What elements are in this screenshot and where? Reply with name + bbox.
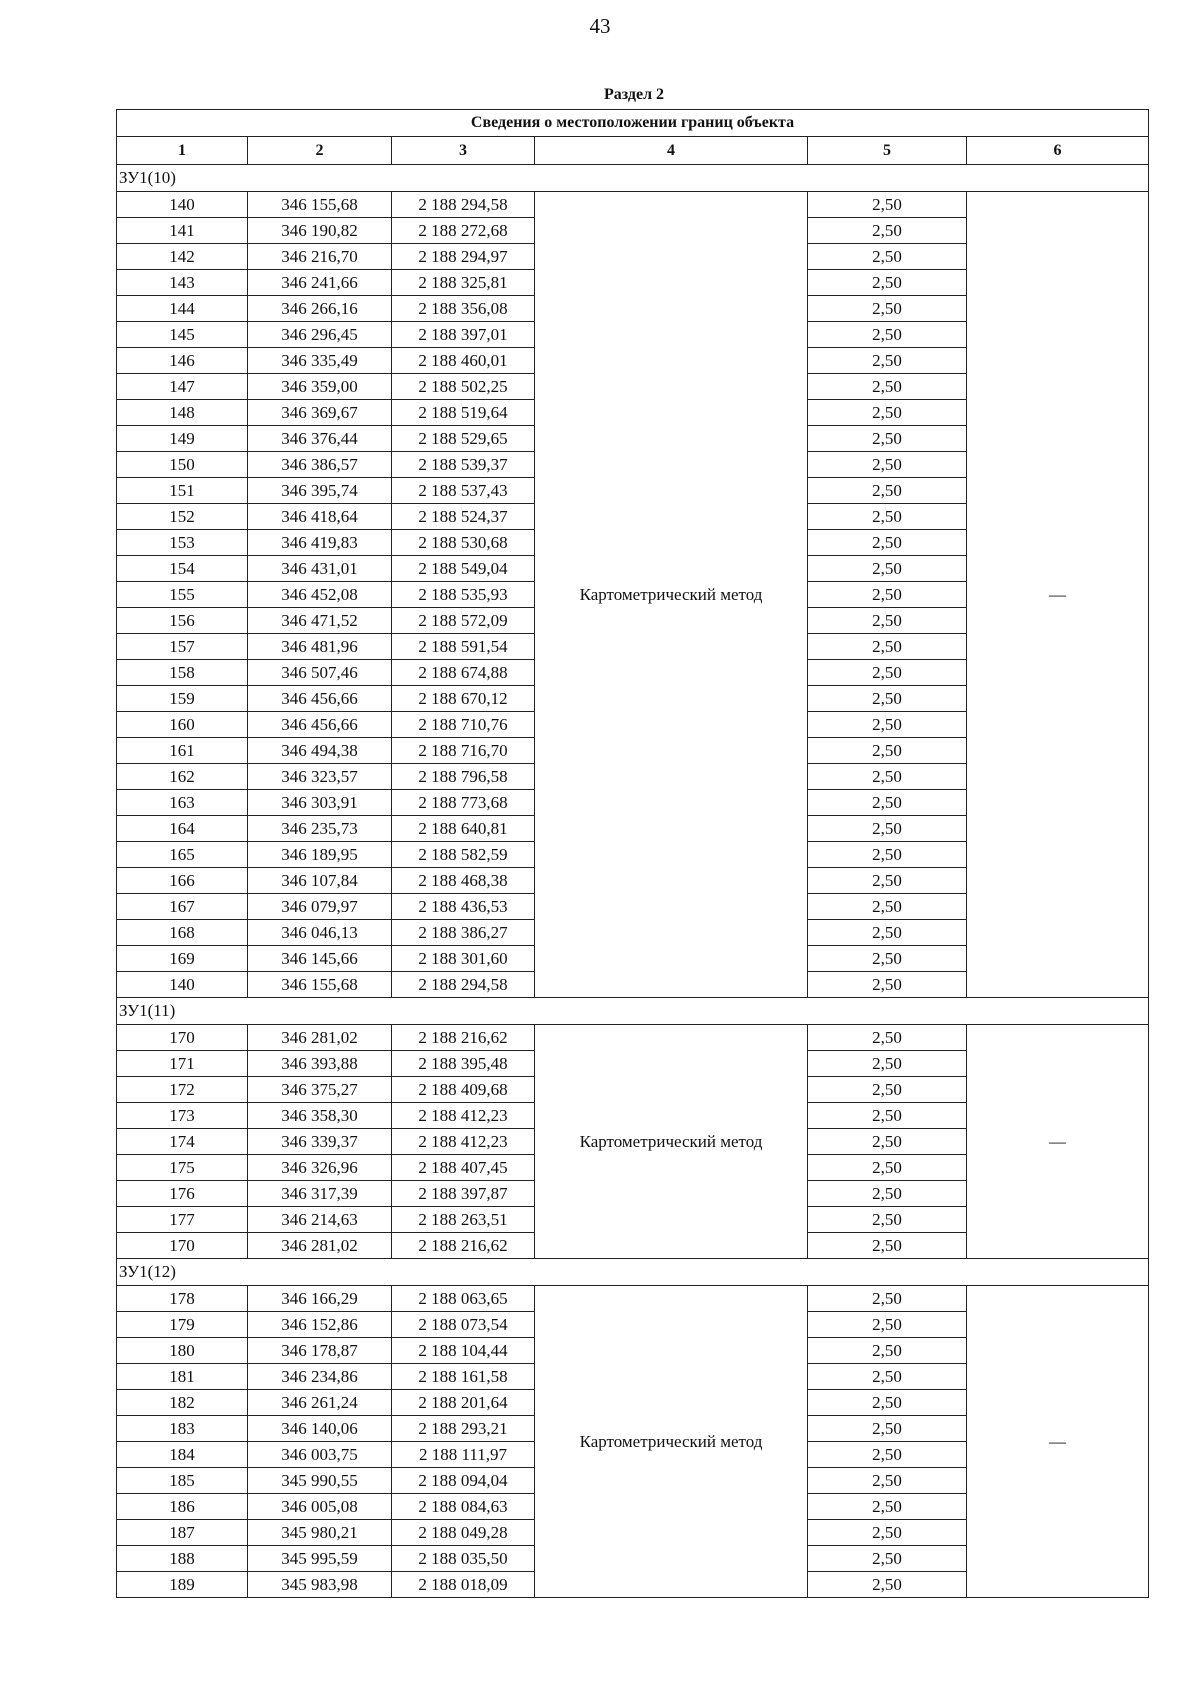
accuracy-cell: 2,50 bbox=[808, 1155, 967, 1181]
accuracy-cell: 2,50 bbox=[808, 1129, 967, 1155]
accuracy-cell: 2,50 bbox=[808, 634, 967, 660]
accuracy-cell: 2,50 bbox=[808, 348, 967, 374]
coord-x-cell: 346 395,74 bbox=[248, 478, 392, 504]
accuracy-cell: 2,50 bbox=[808, 1390, 967, 1416]
coord-y-cell: 2 188 535,93 bbox=[392, 582, 535, 608]
point-number-cell: 142 bbox=[117, 244, 248, 270]
coord-x-cell: 346 317,39 bbox=[248, 1181, 392, 1207]
method-cell: Картометрический метод bbox=[535, 1286, 808, 1598]
group-name: ЗУ1(11) bbox=[117, 998, 1149, 1025]
coord-y-cell: 2 188 094,04 bbox=[392, 1468, 535, 1494]
coord-y-cell: 2 188 063,65 bbox=[392, 1286, 535, 1312]
accuracy-cell: 2,50 bbox=[808, 556, 967, 582]
point-number-cell: 179 bbox=[117, 1312, 248, 1338]
point-number-cell: 156 bbox=[117, 608, 248, 634]
coord-x-cell: 345 990,55 bbox=[248, 1468, 392, 1494]
accuracy-cell: 2,50 bbox=[808, 894, 967, 920]
point-number-cell: 169 bbox=[117, 946, 248, 972]
coord-y-cell: 2 188 716,70 bbox=[392, 738, 535, 764]
coord-y-cell: 2 188 049,28 bbox=[392, 1520, 535, 1546]
accuracy-cell: 2,50 bbox=[808, 374, 967, 400]
accuracy-cell: 2,50 bbox=[808, 1025, 967, 1051]
coord-y-cell: 2 188 395,48 bbox=[392, 1051, 535, 1077]
coord-x-cell: 346 335,49 bbox=[248, 348, 392, 374]
point-number-cell: 174 bbox=[117, 1129, 248, 1155]
coord-x-cell: 346 046,13 bbox=[248, 920, 392, 946]
coord-y-cell: 2 188 582,59 bbox=[392, 842, 535, 868]
group-name: ЗУ1(10) bbox=[117, 165, 1149, 192]
coord-y-cell: 2 188 397,87 bbox=[392, 1181, 535, 1207]
coord-x-cell: 346 166,29 bbox=[248, 1286, 392, 1312]
coord-y-cell: 2 188 301,60 bbox=[392, 946, 535, 972]
coord-x-cell: 346 456,66 bbox=[248, 686, 392, 712]
coord-x-cell: 345 983,98 bbox=[248, 1572, 392, 1598]
coord-y-cell: 2 188 111,97 bbox=[392, 1442, 535, 1468]
accuracy-cell: 2,50 bbox=[808, 1572, 967, 1598]
coord-x-cell: 346 419,83 bbox=[248, 530, 392, 556]
group-name: ЗУ1(12) bbox=[117, 1259, 1149, 1286]
accuracy-cell: 2,50 bbox=[808, 1051, 967, 1077]
point-number-cell: 157 bbox=[117, 634, 248, 660]
accuracy-cell: 2,50 bbox=[808, 972, 967, 998]
coord-x-cell: 346 005,08 bbox=[248, 1494, 392, 1520]
accuracy-cell: 2,50 bbox=[808, 1286, 967, 1312]
method-cell: Картометрический метод bbox=[535, 192, 808, 998]
accuracy-cell: 2,50 bbox=[808, 738, 967, 764]
coord-y-cell: 2 188 104,44 bbox=[392, 1338, 535, 1364]
coord-x-cell: 346 152,86 bbox=[248, 1312, 392, 1338]
coord-x-cell: 346 107,84 bbox=[248, 868, 392, 894]
coord-x-cell: 346 471,52 bbox=[248, 608, 392, 634]
coord-x-cell: 346 266,16 bbox=[248, 296, 392, 322]
coord-y-cell: 2 188 412,23 bbox=[392, 1129, 535, 1155]
coord-x-cell: 346 375,27 bbox=[248, 1077, 392, 1103]
accuracy-cell: 2,50 bbox=[808, 530, 967, 556]
point-number-cell: 161 bbox=[117, 738, 248, 764]
coord-x-cell: 346 386,57 bbox=[248, 452, 392, 478]
coord-x-cell: 346 155,68 bbox=[248, 972, 392, 998]
point-number-cell: 155 bbox=[117, 582, 248, 608]
accuracy-cell: 2,50 bbox=[808, 426, 967, 452]
coord-y-cell: 2 188 073,54 bbox=[392, 1312, 535, 1338]
coord-x-cell: 346 189,95 bbox=[248, 842, 392, 868]
coord-x-cell: 346 393,88 bbox=[248, 1051, 392, 1077]
point-number-cell: 186 bbox=[117, 1494, 248, 1520]
coord-x-cell: 346 376,44 bbox=[248, 426, 392, 452]
point-number-cell: 167 bbox=[117, 894, 248, 920]
accuracy-cell: 2,50 bbox=[808, 1181, 967, 1207]
point-number-cell: 177 bbox=[117, 1207, 248, 1233]
point-number-cell: 150 bbox=[117, 452, 248, 478]
accuracy-cell: 2,50 bbox=[808, 686, 967, 712]
coord-x-cell: 346 241,66 bbox=[248, 270, 392, 296]
coord-x-cell: 346 481,96 bbox=[248, 634, 392, 660]
coordinates-table bbox=[116, 109, 1149, 1598]
coord-y-cell: 2 188 460,01 bbox=[392, 348, 535, 374]
point-number-cell: 181 bbox=[117, 1364, 248, 1390]
coord-x-cell: 346 296,45 bbox=[248, 322, 392, 348]
point-number-cell: 184 bbox=[117, 1442, 248, 1468]
coord-x-cell: 345 995,59 bbox=[248, 1546, 392, 1572]
table-row bbox=[117, 1025, 1149, 1051]
accuracy-cell: 2,50 bbox=[808, 452, 967, 478]
coord-x-cell: 346 281,02 bbox=[248, 1233, 392, 1259]
accuracy-cell: 2,50 bbox=[808, 270, 967, 296]
point-number-cell: 163 bbox=[117, 790, 248, 816]
coord-y-cell: 2 188 537,43 bbox=[392, 478, 535, 504]
point-number-cell: 170 bbox=[117, 1025, 248, 1051]
point-number-cell: 149 bbox=[117, 426, 248, 452]
accuracy-cell: 2,50 bbox=[808, 868, 967, 894]
point-number-cell: 189 bbox=[117, 1572, 248, 1598]
column-header-5: 5 bbox=[808, 137, 967, 165]
point-number-cell: 173 bbox=[117, 1103, 248, 1129]
point-number-cell: 178 bbox=[117, 1286, 248, 1312]
accuracy-cell: 2,50 bbox=[808, 1338, 967, 1364]
accuracy-cell: 2,50 bbox=[808, 1494, 967, 1520]
coord-y-cell: 2 188 572,09 bbox=[392, 608, 535, 634]
accuracy-cell: 2,50 bbox=[808, 816, 967, 842]
coord-y-cell: 2 188 409,68 bbox=[392, 1077, 535, 1103]
coord-y-cell: 2 188 294,58 bbox=[392, 972, 535, 998]
coord-y-cell: 2 188 294,97 bbox=[392, 244, 535, 270]
accuracy-cell: 2,50 bbox=[808, 218, 967, 244]
coord-y-cell: 2 188 386,27 bbox=[392, 920, 535, 946]
coord-y-cell: 2 188 549,04 bbox=[392, 556, 535, 582]
coord-x-cell: 346 326,96 bbox=[248, 1155, 392, 1181]
section-title: Раздел 2 bbox=[603, 86, 665, 103]
coord-x-cell: 346 452,08 bbox=[248, 582, 392, 608]
coord-y-cell: 2 188 293,21 bbox=[392, 1416, 535, 1442]
point-number-cell: 147 bbox=[117, 374, 248, 400]
coord-y-cell: 2 188 436,53 bbox=[392, 894, 535, 920]
coord-x-cell: 346 216,70 bbox=[248, 244, 392, 270]
coord-y-cell: 2 188 710,76 bbox=[392, 712, 535, 738]
point-number-cell: 164 bbox=[117, 816, 248, 842]
accuracy-cell: 2,50 bbox=[808, 1312, 967, 1338]
accuracy-cell: 2,50 bbox=[808, 400, 967, 426]
coord-y-cell: 2 188 325,81 bbox=[392, 270, 535, 296]
coord-y-cell: 2 188 524,37 bbox=[392, 504, 535, 530]
coord-x-cell: 346 140,06 bbox=[248, 1416, 392, 1442]
table-caption-row bbox=[117, 110, 1149, 137]
column-header-1: 1 bbox=[117, 137, 248, 165]
accuracy-cell: 2,50 bbox=[808, 946, 967, 972]
coord-x-cell: 346 261,24 bbox=[248, 1390, 392, 1416]
accuracy-cell: 2,50 bbox=[808, 1416, 967, 1442]
point-number-cell: 171 bbox=[117, 1051, 248, 1077]
accuracy-cell: 2,50 bbox=[808, 582, 967, 608]
coord-x-cell: 346 155,68 bbox=[248, 192, 392, 218]
accuracy-cell: 2,50 bbox=[808, 192, 967, 218]
column-6-cell: — bbox=[967, 192, 1149, 998]
point-number-cell: 145 bbox=[117, 322, 248, 348]
accuracy-cell: 2,50 bbox=[808, 660, 967, 686]
coord-y-cell: 2 188 035,50 bbox=[392, 1546, 535, 1572]
coord-x-cell: 346 190,82 bbox=[248, 218, 392, 244]
point-number-cell: 175 bbox=[117, 1155, 248, 1181]
coord-x-cell: 346 323,57 bbox=[248, 764, 392, 790]
accuracy-cell: 2,50 bbox=[808, 322, 967, 348]
coord-y-cell: 2 188 674,88 bbox=[392, 660, 535, 686]
point-number-cell: 153 bbox=[117, 530, 248, 556]
accuracy-cell: 2,50 bbox=[808, 1207, 967, 1233]
point-number-cell: 170 bbox=[117, 1233, 248, 1259]
coord-y-cell: 2 188 519,64 bbox=[392, 400, 535, 426]
accuracy-cell: 2,50 bbox=[808, 296, 967, 322]
accuracy-cell: 2,50 bbox=[808, 244, 967, 270]
point-number-cell: 154 bbox=[117, 556, 248, 582]
coord-y-cell: 2 188 539,37 bbox=[392, 452, 535, 478]
coord-x-cell: 346 507,46 bbox=[248, 660, 392, 686]
coord-y-cell: 2 188 201,64 bbox=[392, 1390, 535, 1416]
accuracy-cell: 2,50 bbox=[808, 1442, 967, 1468]
column-6-cell: — bbox=[967, 1286, 1149, 1598]
column-header-2: 2 bbox=[248, 137, 392, 165]
coord-y-cell: 2 188 216,62 bbox=[392, 1233, 535, 1259]
coord-y-cell: 2 188 530,68 bbox=[392, 530, 535, 556]
point-number-cell: 146 bbox=[117, 348, 248, 374]
accuracy-cell: 2,50 bbox=[808, 478, 967, 504]
point-number-cell: 182 bbox=[117, 1390, 248, 1416]
coord-y-cell: 2 188 294,58 bbox=[392, 192, 535, 218]
column-header-6: 6 bbox=[967, 137, 1149, 165]
group-header-row bbox=[117, 998, 1149, 1025]
point-number-cell: 141 bbox=[117, 218, 248, 244]
accuracy-cell: 2,50 bbox=[808, 504, 967, 530]
table-row bbox=[117, 1286, 1149, 1312]
point-number-cell: 140 bbox=[117, 972, 248, 998]
coord-y-cell: 2 188 502,25 bbox=[392, 374, 535, 400]
point-number-cell: 187 bbox=[117, 1520, 248, 1546]
column-header-3: 3 bbox=[392, 137, 535, 165]
coord-y-cell: 2 188 084,63 bbox=[392, 1494, 535, 1520]
point-number-cell: 140 bbox=[117, 192, 248, 218]
point-number-cell: 159 bbox=[117, 686, 248, 712]
point-number-cell: 148 bbox=[117, 400, 248, 426]
coord-x-cell: 346 303,91 bbox=[248, 790, 392, 816]
accuracy-cell: 2,50 bbox=[808, 1364, 967, 1390]
coord-x-cell: 346 359,00 bbox=[248, 374, 392, 400]
accuracy-cell: 2,50 bbox=[808, 1546, 967, 1572]
point-number-cell: 162 bbox=[117, 764, 248, 790]
coord-y-cell: 2 188 773,68 bbox=[392, 790, 535, 816]
point-number-cell: 176 bbox=[117, 1181, 248, 1207]
table-row bbox=[117, 192, 1149, 218]
coord-x-cell: 346 456,66 bbox=[248, 712, 392, 738]
coord-y-cell: 2 188 161,58 bbox=[392, 1364, 535, 1390]
coord-x-cell: 346 369,67 bbox=[248, 400, 392, 426]
accuracy-cell: 2,50 bbox=[808, 790, 967, 816]
coord-y-cell: 2 188 216,62 bbox=[392, 1025, 535, 1051]
coord-x-cell: 346 079,97 bbox=[248, 894, 392, 920]
table-caption: Сведения о местоположении границ объекта bbox=[117, 110, 1149, 137]
group-header-row bbox=[117, 1259, 1149, 1286]
point-number-cell: 151 bbox=[117, 478, 248, 504]
point-number-cell: 185 bbox=[117, 1468, 248, 1494]
accuracy-cell: 2,50 bbox=[808, 1468, 967, 1494]
method-cell: Картометрический метод bbox=[535, 1025, 808, 1259]
accuracy-cell: 2,50 bbox=[808, 1103, 967, 1129]
coord-y-cell: 2 188 796,58 bbox=[392, 764, 535, 790]
coord-y-cell: 2 188 018,09 bbox=[392, 1572, 535, 1598]
coord-y-cell: 2 188 640,81 bbox=[392, 816, 535, 842]
point-number-cell: 152 bbox=[117, 504, 248, 530]
point-number-cell: 180 bbox=[117, 1338, 248, 1364]
coord-x-cell: 346 418,64 bbox=[248, 504, 392, 530]
column-header-4: 4 bbox=[535, 137, 808, 165]
coord-x-cell: 346 214,63 bbox=[248, 1207, 392, 1233]
point-number-cell: 160 bbox=[117, 712, 248, 738]
coord-x-cell: 346 235,73 bbox=[248, 816, 392, 842]
accuracy-cell: 2,50 bbox=[808, 764, 967, 790]
coord-y-cell: 2 188 670,12 bbox=[392, 686, 535, 712]
coord-x-cell: 346 494,38 bbox=[248, 738, 392, 764]
coord-x-cell: 346 431,01 bbox=[248, 556, 392, 582]
coord-x-cell: 346 178,87 bbox=[248, 1338, 392, 1364]
coord-x-cell: 345 980,21 bbox=[248, 1520, 392, 1546]
coord-y-cell: 2 188 468,38 bbox=[392, 868, 535, 894]
point-number-cell: 168 bbox=[117, 920, 248, 946]
point-number-cell: 158 bbox=[117, 660, 248, 686]
coord-y-cell: 2 188 272,68 bbox=[392, 218, 535, 244]
point-number-cell: 172 bbox=[117, 1077, 248, 1103]
point-number-cell: 144 bbox=[117, 296, 248, 322]
page-number: 43 bbox=[589, 14, 611, 38]
accuracy-cell: 2,50 bbox=[808, 1520, 967, 1546]
accuracy-cell: 2,50 bbox=[808, 712, 967, 738]
point-number-cell: 143 bbox=[117, 270, 248, 296]
coord-y-cell: 2 188 591,54 bbox=[392, 634, 535, 660]
coord-y-cell: 2 188 407,45 bbox=[392, 1155, 535, 1181]
accuracy-cell: 2,50 bbox=[808, 608, 967, 634]
coord-x-cell: 346 281,02 bbox=[248, 1025, 392, 1051]
coord-x-cell: 346 234,86 bbox=[248, 1364, 392, 1390]
coord-x-cell: 346 145,66 bbox=[248, 946, 392, 972]
accuracy-cell: 2,50 bbox=[808, 920, 967, 946]
point-number-cell: 188 bbox=[117, 1546, 248, 1572]
column-6-cell: — bbox=[967, 1025, 1149, 1259]
coord-y-cell: 2 188 263,51 bbox=[392, 1207, 535, 1233]
coord-x-cell: 346 003,75 bbox=[248, 1442, 392, 1468]
coord-y-cell: 2 188 412,23 bbox=[392, 1103, 535, 1129]
coord-y-cell: 2 188 397,01 bbox=[392, 322, 535, 348]
coord-x-cell: 346 339,37 bbox=[248, 1129, 392, 1155]
coordinates-table-body bbox=[117, 110, 1149, 1598]
coord-y-cell: 2 188 356,08 bbox=[392, 296, 535, 322]
accuracy-cell: 2,50 bbox=[808, 1233, 967, 1259]
column-header-row bbox=[117, 137, 1149, 165]
point-number-cell: 183 bbox=[117, 1416, 248, 1442]
point-number-cell: 166 bbox=[117, 868, 248, 894]
accuracy-cell: 2,50 bbox=[808, 842, 967, 868]
accuracy-cell: 2,50 bbox=[808, 1077, 967, 1103]
point-number-cell: 165 bbox=[117, 842, 248, 868]
coord-x-cell: 346 358,30 bbox=[248, 1103, 392, 1129]
coord-y-cell: 2 188 529,65 bbox=[392, 426, 535, 452]
group-header-row bbox=[117, 165, 1149, 192]
